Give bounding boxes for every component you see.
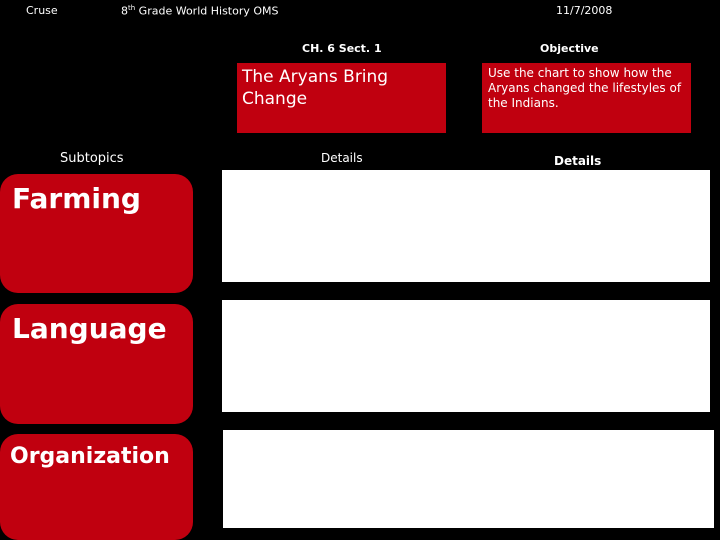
lesson-title: The Aryans Bring Change	[242, 67, 389, 109]
details-header-1: Details	[321, 151, 363, 165]
details-header-2: Details	[554, 154, 602, 168]
subtopic-language	[0, 304, 193, 424]
author-name: Cruse	[26, 4, 58, 17]
objective-text: Use the chart to show how the Aryans changed the lifestyles of the Indians.	[488, 66, 682, 110]
title-box	[237, 63, 446, 133]
details-box-language[interactable]	[222, 300, 710, 412]
objective-label: Objective	[540, 42, 599, 55]
subtopic-organization-label: Organization	[10, 444, 170, 469]
objective-box	[482, 63, 691, 133]
subtopic-farming-label: Farming	[12, 182, 141, 215]
subtopic-organization	[0, 434, 193, 540]
course-grade-suffix: th	[128, 4, 136, 12]
details-box-organization[interactable]	[223, 430, 714, 528]
subtopic-farming	[0, 174, 193, 293]
subtopics-header: Subtopics	[60, 151, 124, 166]
subtopic-language-label: Language	[12, 312, 167, 345]
date-label: 11/7/2008	[556, 4, 613, 17]
course-grade: 8	[121, 4, 128, 18]
chapter-label: CH. 6 Sect. 1	[302, 42, 382, 55]
course-name: Grade World History OMS	[135, 4, 279, 18]
course-title	[121, 4, 279, 18]
details-box-farming[interactable]	[222, 170, 710, 282]
